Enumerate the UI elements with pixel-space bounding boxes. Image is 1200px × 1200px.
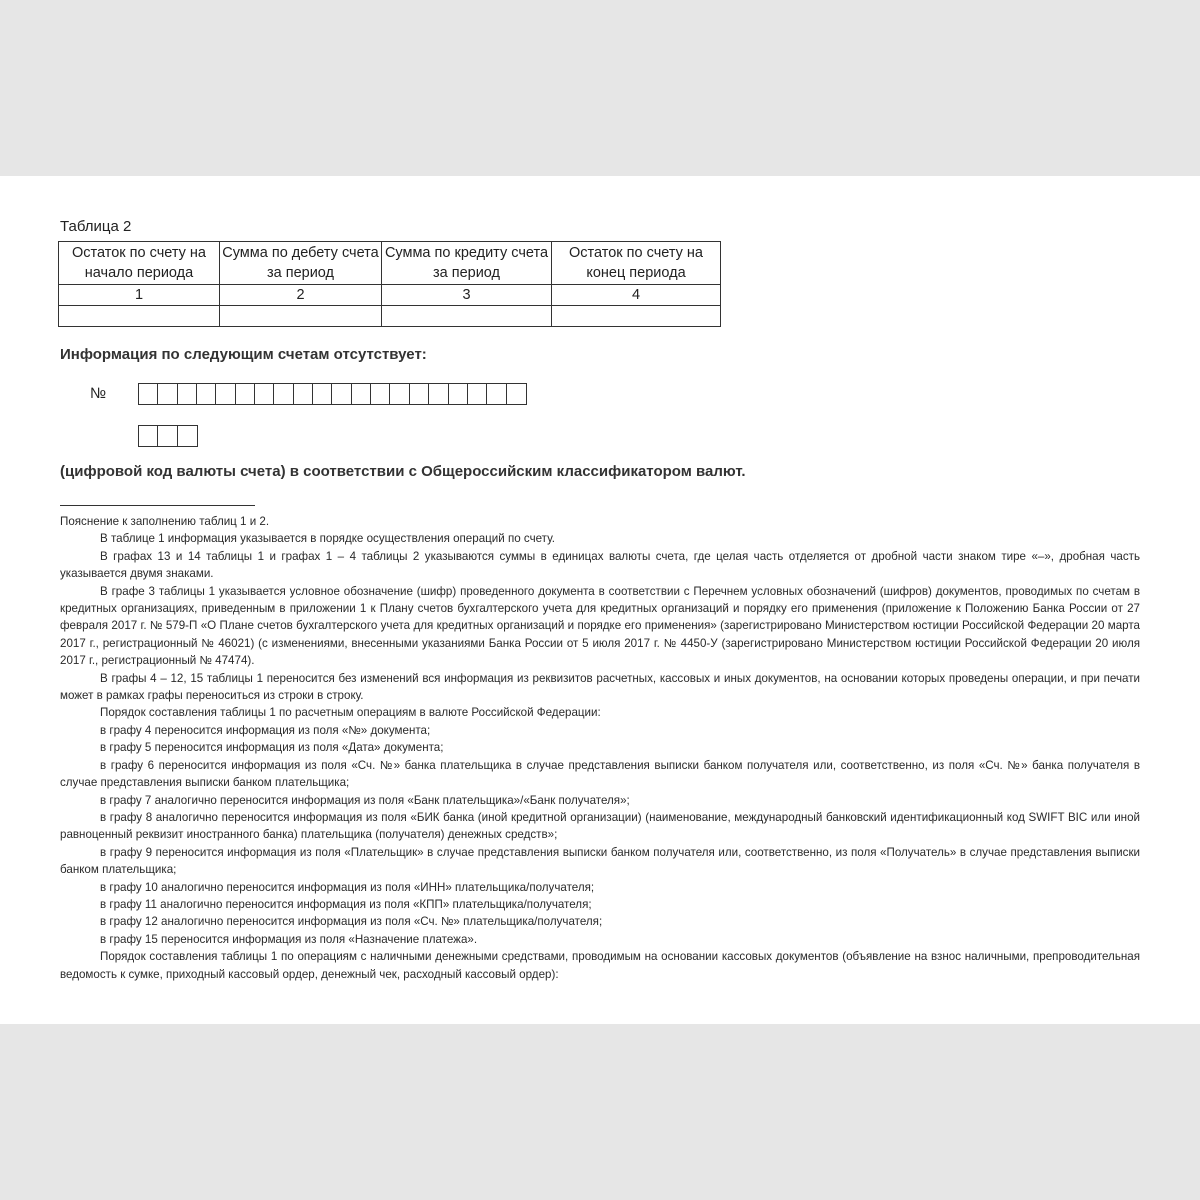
digit-box[interactable]	[139, 384, 158, 404]
column-number-1: 1	[59, 285, 220, 306]
digit-box[interactable]	[507, 384, 526, 404]
note-paragraph: в графу 7 аналогично переносится информация из поля «Банк плательщика»/«Банк получателя»;	[100, 793, 630, 807]
table-title: Таблица 2	[60, 218, 132, 235]
note-paragraph: в графу 8 аналогично переносится информация из поля «БИК банка (иной кредитной организации) (наименование, международный банковский идентификационный код SWIFT BIC или иной равноценный реквизит иностранного банка) плательщика (получателя) денежных средств»;	[60, 810, 1140, 842]
digit-box[interactable]	[313, 384, 332, 404]
note-paragraph: в графу 12 аналогично переносится информация из поля «Сч. №» плательщика/получателя;	[100, 915, 603, 929]
balance-table	[58, 241, 721, 327]
column-number-3: 3	[382, 285, 552, 306]
note-paragraph: в графу 15 переносится информация из поля «Назначение платежа».	[100, 932, 478, 946]
header-cell-closing-balance: Остаток по счету на конец периода	[552, 242, 721, 285]
notes-heading: Пояснение к заполнению таблиц 1 и 2.	[60, 515, 270, 528]
note-paragraph: В таблице 1 информация указывается в порядке осуществления операций по счету.	[100, 532, 555, 546]
header-cell-debit: Сумма по дебету счета за период	[220, 242, 382, 285]
digit-box[interactable]	[487, 384, 506, 404]
note-paragraph: в графу 6 переносится информация из поля «Сч. №» банка плательщика в случае представления выписки банком получателя или, соответственно, из поля «Сч. №» банка получателя в случае представления выписки банком плательщика;	[60, 758, 1140, 790]
digit-box[interactable]	[216, 384, 235, 404]
currency-code-caption: (цифровой код валюты счета) в соответствии с Общероссийским классификатором валют.	[60, 463, 746, 480]
empty-cell[interactable]	[552, 306, 721, 327]
digit-box[interactable]	[139, 426, 158, 446]
note-paragraph: в графу 11 аналогично переносится информация из поля «КПП» плательщика/получателя;	[100, 897, 592, 911]
digit-box[interactable]	[429, 384, 448, 404]
digit-box[interactable]	[352, 384, 371, 404]
empty-cell[interactable]	[220, 306, 382, 327]
digit-box[interactable]	[449, 384, 468, 404]
digit-box[interactable]	[371, 384, 390, 404]
note-paragraph: в графу 9 переносится информация из поля «Плательщик» в случае представления выписки банком получателя или, соответственно, из поля «Получатель» в случае представления выписки банком плательщика;	[60, 845, 1140, 877]
account-number-boxes[interactable]	[138, 383, 527, 405]
note-paragraph: В графах 13 и 14 таблицы 1 и графах 1 – 4 таблицы 2 указываются суммы в единицах валюты счета, где целая часть отделяется от дробной части знаком тире «–», дробная часть указывается двумя знаками.	[60, 549, 1140, 581]
header-cell-opening-balance: Остаток по счету на начало периода	[59, 242, 220, 285]
document-page	[0, 176, 1200, 1024]
digit-box[interactable]	[468, 384, 487, 404]
explanatory-notes	[60, 513, 1140, 983]
account-number-label: №	[90, 385, 107, 402]
digit-box[interactable]	[178, 384, 197, 404]
table-header-row	[59, 242, 721, 285]
column-number-4: 4	[552, 285, 721, 306]
footnote-divider	[60, 505, 255, 506]
table-empty-row	[59, 306, 721, 327]
digit-box[interactable]	[158, 384, 177, 404]
note-paragraph: Порядок составления таблицы 1 по расчетным операциям в валюте Российской Федерации:	[100, 706, 601, 720]
digit-box[interactable]	[410, 384, 429, 404]
digit-box[interactable]	[294, 384, 313, 404]
digit-box[interactable]	[332, 384, 351, 404]
digit-box[interactable]	[178, 426, 197, 446]
digit-box[interactable]	[197, 384, 216, 404]
note-paragraph: Порядок составления таблицы 1 по операциям с наличными денежными средствами, проводимым на основании кассовых документов (объявление на взнос наличными, препроводительная ведомость к сумке, приходный кассовый ордер, денежный чек, расходный кассовый ордер):	[60, 950, 1140, 981]
note-paragraph: В графе 3 таблицы 1 указывается условное обозначение (шифр) проведенного документа в соответствии с Перечнем условных обозначений (шифров) документов, проводимых по счетам в кредитных организациях, приведенным в приложении 1 к Плану счетов бухгалтерского учета для кредитных организаций и порядку его применения (приложение к Положению Банка России от 27 февраля 2017 г. № 579-П «О Плане счетов бухгалтерского учета для кредитных организаций и порядке его применения» (зарегистрировано Министерством юстиции Российской Федерации 20 марта 2017 г., регистрационный № 46021) (с изменениями, внесенными указаниями Банка России от 5 июля 2017 г. № 4450-У (зарегистрировано Министерством юстиции Российской Федерации 20 июля 2017 г., регистрационный № 47474).	[60, 584, 1140, 668]
currency-code-boxes[interactable]	[138, 425, 198, 447]
note-paragraph: в графу 5 переносится информация из поля «Дата» документа;	[100, 741, 444, 755]
digit-box[interactable]	[274, 384, 293, 404]
note-paragraph: в графу 10 аналогично переносится информация из поля «ИНН» плательщика/получателя;	[100, 880, 595, 894]
header-cell-credit: Сумма по кредиту счета за период	[382, 242, 552, 285]
digit-box[interactable]	[236, 384, 255, 404]
missing-accounts-heading: Информация по следующим счетам отсутствует:	[60, 346, 427, 363]
digit-box[interactable]	[390, 384, 409, 404]
empty-cell[interactable]	[59, 306, 220, 327]
column-number-2: 2	[220, 285, 382, 306]
table-number-row	[59, 285, 721, 306]
note-paragraph: в графу 4 переносится информация из поля «№» документа;	[100, 723, 431, 737]
note-paragraph: В графы 4 – 12, 15 таблицы 1 переносится без изменений вся информация из реквизитов расчетных, кассовых и иных документов, на основании которых проведены операции, и при печати может в рамках графы переноситься из строки в строку.	[60, 671, 1140, 703]
empty-cell[interactable]	[382, 306, 552, 327]
digit-box[interactable]	[158, 426, 177, 446]
digit-box[interactable]	[255, 384, 274, 404]
